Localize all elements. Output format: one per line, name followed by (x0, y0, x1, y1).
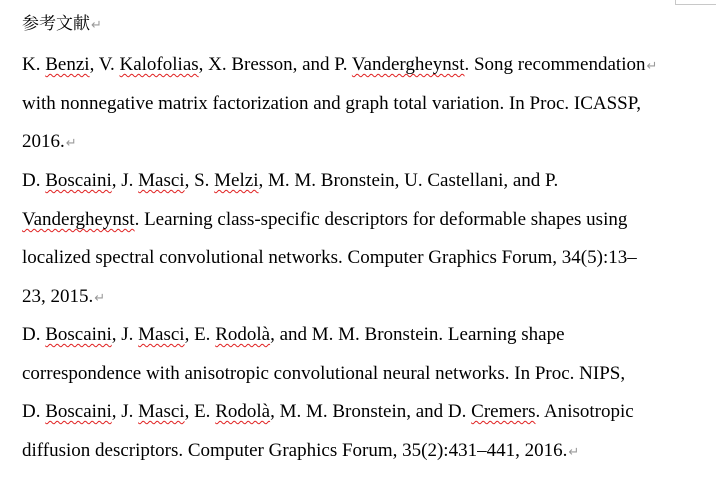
reference-text: diffusion descriptors. Computer Graphics Forum, 35(2):431–441, 2016. (22, 440, 568, 461)
reference-text: , J. (111, 324, 139, 345)
misspelled-word: Masci (138, 401, 185, 422)
reference-text: D. (22, 170, 46, 191)
paragraph-mark-icon: ↵ (646, 59, 658, 74)
page-corner-marker (675, 0, 716, 5)
reference-text: K. (22, 54, 46, 75)
misspelled-word: Benzi (45, 54, 90, 75)
reference-line (22, 285, 105, 309)
reference-line (22, 169, 558, 193)
paragraph-mark-icon: ↵ (94, 291, 106, 306)
reference-text: , M. M. Bronstein, and D. (270, 401, 472, 422)
reference-text: , E. (184, 324, 216, 345)
reference-line (22, 439, 579, 463)
misspelled-word: Boscaini (45, 401, 112, 422)
reference-line (22, 246, 637, 270)
reference-line (22, 400, 634, 424)
reference-text: . Song recommendation (464, 54, 646, 75)
reference-line (22, 92, 641, 116)
misspelled-word: Masci (138, 324, 185, 345)
reference-text: . Learning class-specific descriptors for deformable shapes using (134, 209, 628, 230)
reference-line (22, 130, 77, 154)
reference-text: D. (22, 324, 46, 345)
misspelled-word: Masci (138, 170, 185, 191)
reference-text: , X. Bresson, and P. (198, 54, 352, 75)
reference-line (22, 53, 657, 77)
references-heading (22, 13, 102, 37)
misspelled-word: Boscaini (45, 324, 112, 345)
misspelled-word: Boscaini (45, 170, 112, 191)
misspelled-word: Vandergheynst (22, 209, 135, 230)
reference-text: , and M. M. Bronstein. Learning shape (270, 324, 565, 345)
reference-text: , M. M. Bronstein, U. Castellani, and P. (258, 170, 559, 191)
misspelled-word: Rodolà (215, 401, 271, 422)
reference-text: , S. (184, 170, 215, 191)
paragraph-mark-icon: ↵ (65, 136, 77, 151)
reference-text: 23, 2015. (22, 286, 94, 307)
reference-line (22, 208, 627, 232)
reference-text: correspondence with anisotropic convolutional neural networks. In Proc. NIPS, (22, 363, 626, 384)
paragraph-mark-icon: ↵ (91, 18, 102, 33)
reference-text: , J. (111, 401, 139, 422)
reference-text: 2016. (22, 131, 65, 152)
reference-text: D. (22, 401, 46, 422)
reference-text: . Anisotropic (535, 401, 634, 422)
reference-line (22, 323, 565, 347)
misspelled-word: Cremers (471, 401, 536, 422)
reference-text: with nonnegative matrix factorization and graph total variation. In Proc. ICASSP, (22, 93, 641, 114)
reference-text: , V. (89, 54, 120, 75)
misspelled-word: Kalofolias (119, 54, 199, 75)
heading-text: 参考文献 (22, 14, 90, 34)
reference-text: , J. (111, 170, 139, 191)
misspelled-word: Vandergheynst (351, 54, 465, 75)
reference-text: localized spectral convolutional networks. Computer Graphics Forum, 34(5):13– (22, 247, 637, 268)
reference-text: , E. (184, 401, 216, 422)
misspelled-word: Melzi (214, 170, 259, 191)
paragraph-mark-icon: ↵ (568, 445, 580, 460)
misspelled-word: Rodolà (215, 324, 271, 345)
reference-line (22, 362, 625, 386)
